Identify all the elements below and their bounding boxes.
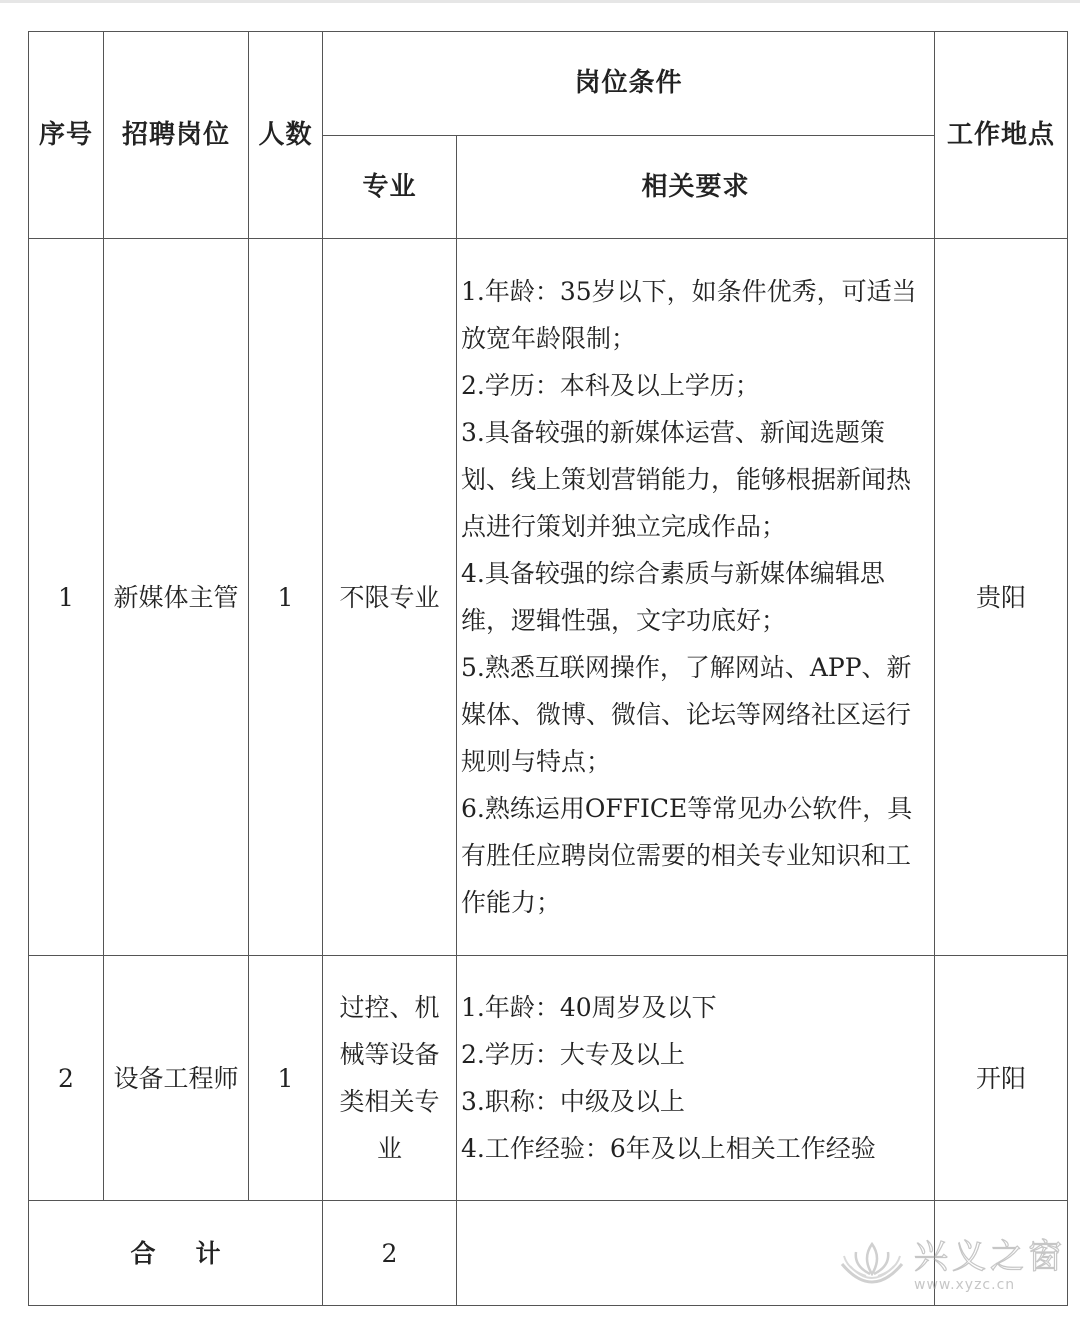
watermark-name: 兴义之窗 (914, 1237, 1066, 1277)
row-requirements (457, 239, 935, 956)
row-seq: 2 (29, 956, 104, 1201)
watermark (836, 1230, 1066, 1300)
requirement-item: 5.熟悉互联网操作，了解网站、APP、新媒体、微博、微信、论坛等网络社区运行规则与特点； (461, 653, 912, 776)
watermark-url: www.xyzc.cn (914, 1277, 1016, 1293)
requirement-item: 3.职称：中级及以上 (461, 1087, 685, 1116)
header-count: 人数 (249, 32, 323, 239)
row-position: 新媒体主管 (104, 239, 249, 956)
requirement-item: 6.熟练运用OFFICE等常见办公软件，具有胜任应聘岗位需要的相关专业知识和工作能力； (461, 794, 913, 917)
header-location: 工作地点 (935, 32, 1068, 239)
top-divider (0, 0, 1080, 3)
table-row (29, 956, 1068, 1201)
header-requirements: 相关要求 (457, 136, 935, 239)
requirement-item: 2.学历：本科及以上学历； (461, 371, 760, 400)
requirement-item: 4.具备较强的综合素质与新媒体编辑思维，逻辑性强，文字功底好； (461, 559, 885, 635)
table-row (29, 239, 1068, 956)
requirement-item: 3.具备较强的新媒体运营、新闻选题策划、线上策划营销能力，能够根据新闻热点进行策划并独立完成作品； (461, 418, 912, 541)
total-label: 合计 (29, 1201, 323, 1306)
row-major: 不限专业 (323, 239, 457, 956)
total-count: 2 (323, 1201, 457, 1306)
row-requirements (457, 956, 935, 1201)
recruitment-table (28, 31, 1068, 1306)
header-position: 招聘岗位 (104, 32, 249, 239)
requirement-item: 1.年龄：40周岁及以下 (461, 993, 717, 1022)
requirement-item: 2.学历：大专及以上 (461, 1040, 685, 1069)
row-major: 过控、机械等设备类相关专业 (323, 956, 457, 1201)
row-position: 设备工程师 (104, 956, 249, 1201)
requirement-item: 4.工作经验：6年及以上相关工作经验 (461, 1134, 876, 1163)
header-seq: 序号 (29, 32, 104, 239)
lotus-logo-icon (836, 1234, 908, 1296)
row-location: 开阳 (935, 956, 1068, 1201)
header-conditions: 岗位条件 (323, 32, 935, 136)
row-seq: 1 (29, 239, 104, 956)
requirement-item: 1.年龄：35岁以下，如条件优秀，可适当放宽年龄限制； (461, 277, 917, 353)
row-count: 1 (249, 956, 323, 1201)
row-location: 贵阳 (935, 239, 1068, 956)
header-major: 专业 (323, 136, 457, 239)
row-count: 1 (249, 239, 323, 956)
